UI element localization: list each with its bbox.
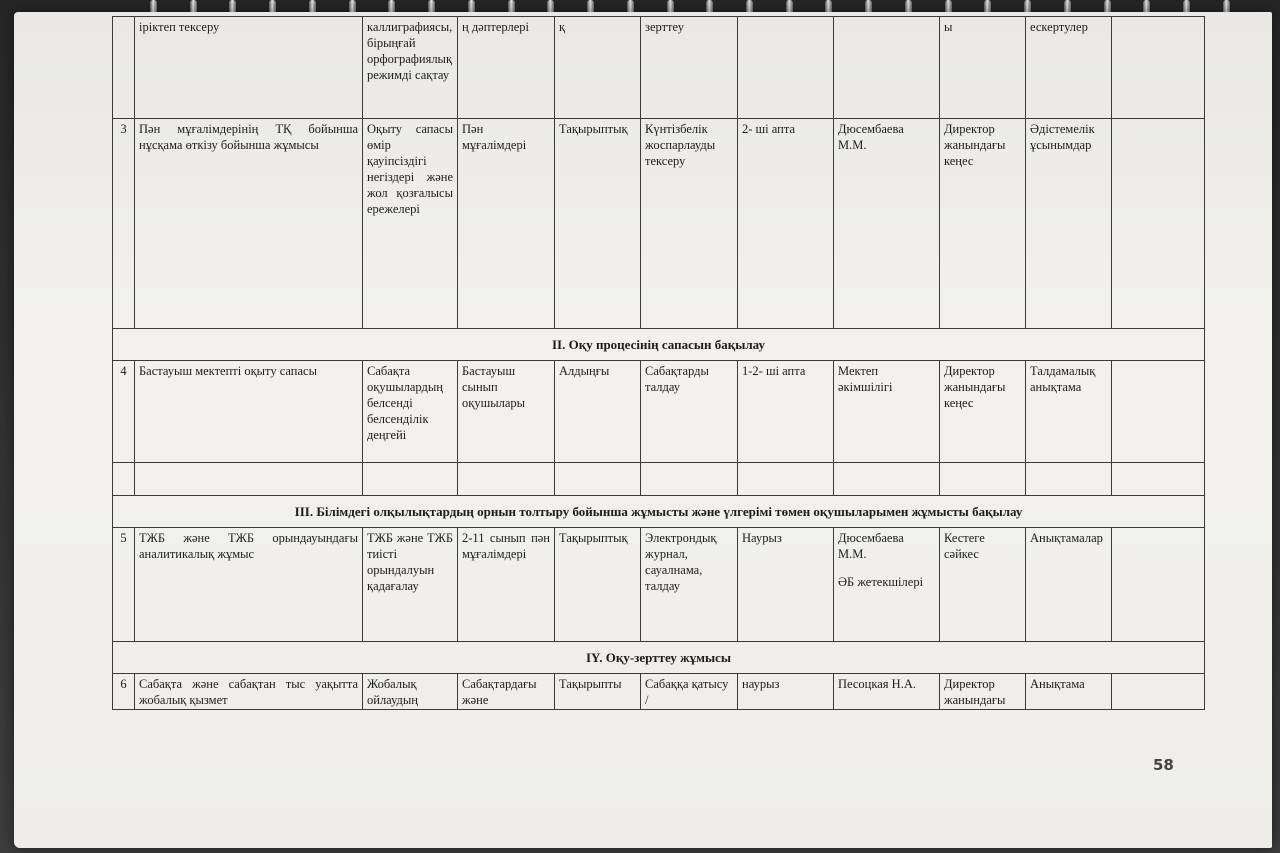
cell-responsible: Мектеп әкімшілігі — [834, 361, 940, 463]
cell-method: Күнтізбелік жоспарлауды тексеру — [641, 119, 738, 329]
cell-object: Бастауыш сынып оқушылары — [458, 361, 555, 463]
cell-type: Тақырыптық — [555, 528, 641, 642]
page-number: 58 — [1153, 756, 1174, 774]
cell-responsible — [834, 17, 940, 119]
cell-goal: каллиграфиясы, бірыңғай орфографиялық режимді сақтау — [363, 17, 458, 119]
cell-type: Тақырыпты — [555, 674, 641, 710]
cell-result: Анықтама — [1026, 674, 1112, 710]
row-number: 4 — [113, 361, 135, 463]
cell-method: Сабаққа қатысу / — [641, 674, 738, 710]
cell-responsible: Дюсембаева М.М. — [834, 119, 940, 329]
table-row — [113, 119, 1205, 329]
cell-object: ң дәптерлері — [458, 17, 555, 119]
cell-object: 2-11 сынып пән мұғалімдері — [458, 528, 555, 642]
row-number — [113, 17, 135, 119]
section-header — [113, 329, 1205, 361]
row-number: 5 — [113, 528, 135, 642]
cell-term: наурыз — [738, 674, 834, 710]
cell-note — [1112, 361, 1205, 463]
cell-review-place: Директор жанындағы кеңес — [940, 119, 1026, 329]
cell-term: 2- ші апта — [738, 119, 834, 329]
cell-note — [1112, 528, 1205, 642]
section-title: IY. Оқу-зерттеу жұмысы — [113, 642, 1205, 674]
cell-note — [1112, 119, 1205, 329]
table-row-empty — [113, 463, 1205, 496]
cell-result: Талдамалық анықтама — [1026, 361, 1112, 463]
cell-type: Тақырыптық — [555, 119, 641, 329]
responsible-primary: Дюсембаева М.М. — [838, 531, 904, 561]
cell-note — [1112, 674, 1205, 710]
cell-topic: Бастауыш мектепті оқыту сапасы — [135, 361, 363, 463]
cell-method: Электрондық журнал, сауалнама, талдау — [641, 528, 738, 642]
table-row — [113, 361, 1205, 463]
section-header — [113, 642, 1205, 674]
cell-goal: Жобалық ойлаудың — [363, 674, 458, 710]
document-page — [14, 12, 1272, 848]
cell-result: Әдістемелік ұсынымдар — [1026, 119, 1112, 329]
cell-note — [1112, 17, 1205, 119]
cell-type: Алдыңғы — [555, 361, 641, 463]
cell-responsible — [834, 528, 940, 642]
control-plan-table — [112, 16, 1205, 710]
section-header — [113, 496, 1205, 528]
cell-term — [738, 17, 834, 119]
cell-topic: Пән мұғалімдерінің ТҚ бойынша нұсқама өткізу бойынша жұмысы — [135, 119, 363, 329]
cell-topic: Сабақта және сабақтан тыс уақытта жобалық қызмет — [135, 674, 363, 710]
row-number: 6 — [113, 674, 135, 710]
table-row — [113, 528, 1205, 642]
cell-type: қ — [555, 17, 641, 119]
row-number: 3 — [113, 119, 135, 329]
responsible-secondary: ӘБ жетекшілері — [838, 575, 924, 589]
cell-topic: іріктеп тексеру — [135, 17, 363, 119]
cell-responsible: Песоцкая Н.А. — [834, 674, 940, 710]
cell-term: 1-2- ші апта — [738, 361, 834, 463]
cell-method: Сабақтарды талдау — [641, 361, 738, 463]
cell-review-place: Кестеге сәйкес — [940, 528, 1026, 642]
cell-object: Пән мұғалімдері — [458, 119, 555, 329]
cell-review-place: Директор жанындағы кеңес — [940, 361, 1026, 463]
table-row — [113, 674, 1205, 710]
cell-result: ескертулер — [1026, 17, 1112, 119]
section-title: II. Оқу процесінің сапасын бақылау — [113, 329, 1205, 361]
cell-term: Наурыз — [738, 528, 834, 642]
cell-object: Сабақтардағы және — [458, 674, 555, 710]
table-row — [113, 17, 1205, 119]
cell-review-place: Директор жанындағы — [940, 674, 1026, 710]
cell-topic: ТЖБ және ТЖБ орындауындағы аналитикалық жұмыс — [135, 528, 363, 642]
section-title: III. Білімдегі олқылықтардың орнын толтыру бойынша жұмысты және үлгерімі төмен оқушыларымен жұмысты бақылау — [113, 496, 1205, 528]
cell-review-place: ы — [940, 17, 1026, 119]
cell-method: зерттеу — [641, 17, 738, 119]
cell-goal: Сабақта оқушылардың белсенді белсенділік деңгейі — [363, 361, 458, 463]
cell-goal: Оқыту сапасы өмір қауіпсіздігі негіздері және жол қозғалысы ережелері — [363, 119, 458, 329]
cell-goal: ТЖБ және ТЖБ тиісті орындалуын қадағалау — [363, 528, 458, 642]
cell-result: Анықтамалар — [1026, 528, 1112, 642]
